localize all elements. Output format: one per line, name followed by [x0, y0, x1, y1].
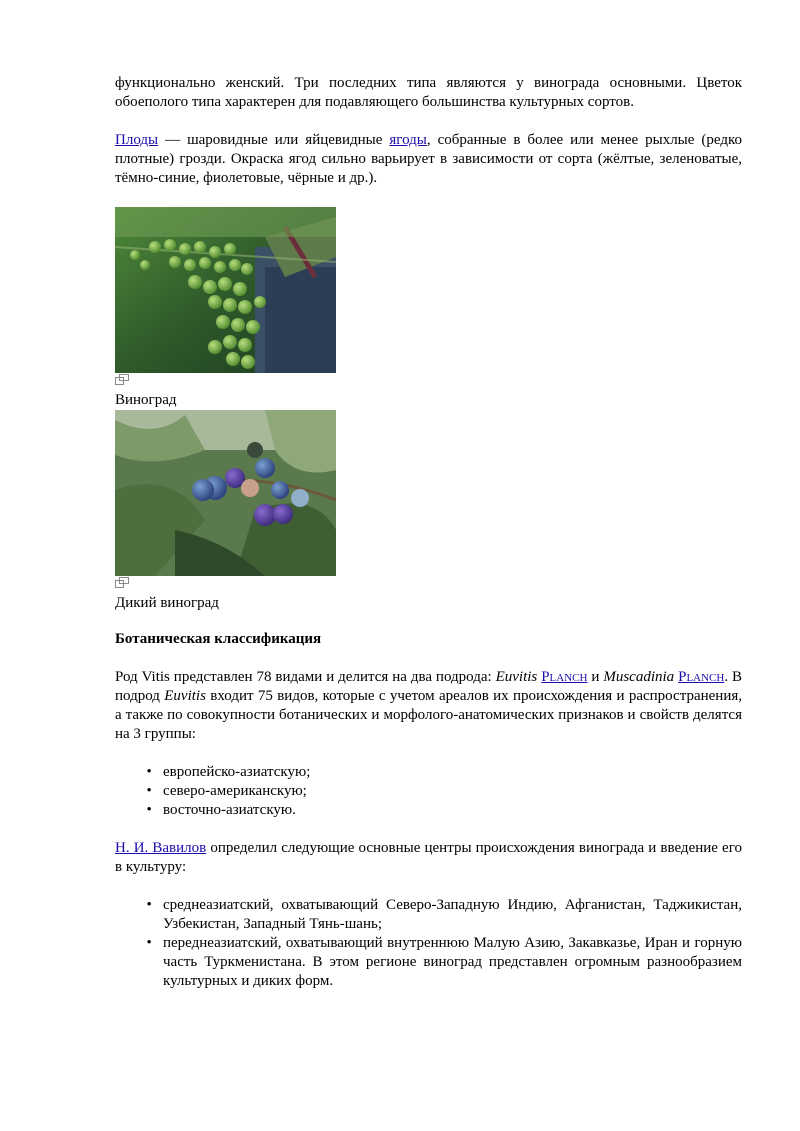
text-span: входит 75 видов, которые с учетом ареалов их происхождения и распространения, а также по совокупности ботанических и морфолого-анатомических признаков и свойств делятся на 3 группы:	[115, 688, 742, 742]
image-placeholder-icon	[115, 577, 129, 589]
section-heading: Ботаническая классификация	[115, 631, 322, 647]
paragraph-fruits	[115, 131, 742, 188]
groups-list	[115, 763, 742, 820]
link-planch[interactable]: Planch	[541, 669, 588, 685]
link-planch[interactable]: Planch	[678, 669, 725, 685]
text-span: . В подрод	[115, 669, 743, 704]
figure-caption: Дикий виноград	[115, 595, 219, 611]
taxon-name: Muscadinia	[603, 669, 675, 685]
taxon-name: Euvitis	[495, 669, 538, 685]
figure-caption: Виноград	[115, 392, 177, 408]
list-item: • европейско-азиатскую;	[163, 763, 742, 782]
taxon-name: Euvitis	[164, 688, 206, 704]
paragraph-line: функционально женский. Три последних типа являются у винограда основными. Цветок	[115, 75, 742, 91]
link-berries[interactable]: ягоды	[389, 132, 427, 148]
centers-list	[115, 896, 742, 991]
paragraph-vavilov	[115, 839, 742, 877]
figure-wild-grapes	[115, 410, 742, 613]
image-placeholder-icon	[115, 374, 129, 386]
link-fruits[interactable]: Плоды	[115, 132, 159, 148]
text-span: , собранные в более или менее рыхлые (редко плотные) грозди. Окраска ягод сильно варьирует в зависимости от сорта (жёлтые, зеленоватые, тёмно-синие, фиолетовые, чёрные и др.).	[115, 132, 743, 186]
paragraph-classification	[115, 668, 742, 744]
figure-grapes	[115, 207, 742, 410]
text-span: и	[587, 669, 604, 685]
list-item: • северо-американскую;	[163, 782, 742, 801]
text-span: Род Vitis представлен 78 видами и делится на два подрода:	[115, 669, 496, 685]
text-span: определил следующие основные центры происхождения винограда и введение его в культуру:	[115, 840, 742, 875]
grape-cluster-photo	[115, 207, 336, 373]
list-item: • восточно-азиатскую.	[163, 801, 742, 820]
text-span: — шаровидные или яйцевидные	[158, 132, 390, 148]
list-item: • переднеазиатский, охватывающий внутреннюю Малую Азию, Закавказье, Иран и горную часть Туркменистана. В этом регионе виноград представлен огромным разнообразием культурных и диких форм.	[163, 934, 742, 991]
document-page	[115, 74, 742, 991]
paragraph-line: обоеполого типа характерен для подавляющего большинства культурных сортов.	[115, 94, 634, 110]
link-vavilov[interactable]: Н. И. Вавилов	[115, 840, 207, 856]
wild-grape-photo	[115, 410, 336, 576]
paragraph-flower-types	[115, 74, 742, 112]
list-item: • среднеазиатский, охватывающий Северо-Западную Индию, Афганистан, Таджикистан, Узбекистан, Западный Тянь-шань;	[163, 896, 742, 934]
